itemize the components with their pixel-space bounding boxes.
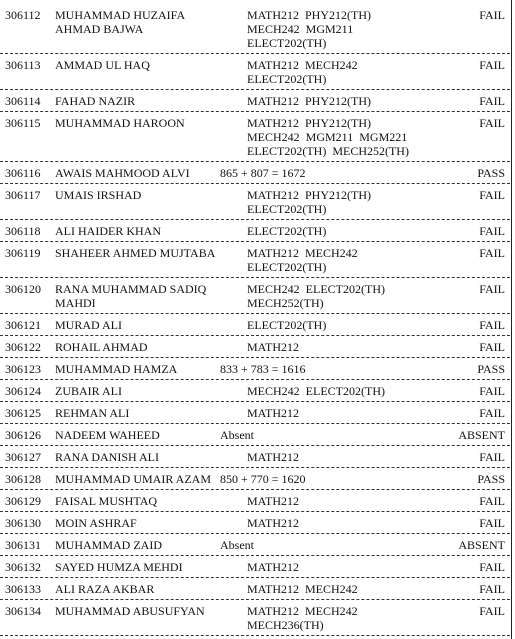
student-name [55,94,225,108]
roll-number: 306114 [5,94,41,108]
result-row [0,220,510,242]
failed-subjects-line: MATH212 PHY212(TH) [247,8,371,22]
student-name [55,450,225,464]
result-status: FAIL [479,58,505,72]
roll-number: 306112 [5,8,41,22]
student-name [55,8,225,36]
student-name-line: MUHAMMAD HAMZA [55,362,178,376]
marks-total: Absent [220,428,254,442]
student-name-line: RANA DANISH ALI [55,450,160,464]
student-name-line: AMMAD UL HAQ [55,58,150,72]
student-name-line: MUHAMMAD HUZAIFA [55,8,186,22]
student-name [55,472,225,486]
student-name [55,340,225,354]
student-name-line: UMAIS IRSHAD [55,188,142,202]
result-row [0,556,510,578]
result-row [0,336,510,358]
failed-subjects [247,116,447,158]
student-name [55,428,225,442]
failed-subjects [247,582,447,596]
result-status: FAIL [479,8,505,22]
failed-subjects-line: MECH242 MGM211 MGM221 [247,130,408,144]
roll-number: 306129 [5,494,41,508]
marks-total: 865 + 807 = 1672 [220,166,306,180]
roll-number: 306113 [5,58,41,72]
failed-subjects-line: MATH212 PHY212(TH) [247,94,371,108]
result-status: FAIL [479,582,505,596]
failed-subjects [247,188,447,216]
failed-subjects [247,450,447,464]
result-row [0,534,510,556]
student-name-line: MUHAMMAD UMAIR AZAM [55,472,212,486]
roll-number: 306121 [5,318,41,332]
student-name [55,406,225,420]
result-status: FAIL [479,406,505,420]
failed-subjects-line: MECH242 MGM211 [247,22,354,36]
failed-subjects-line: ELECT202(TH) [247,72,327,86]
student-name [55,224,225,238]
result-row [0,4,510,54]
failed-subjects [247,282,447,310]
student-name [55,494,225,508]
result-row [0,54,510,90]
result-status: FAIL [479,94,505,108]
student-name [55,560,225,574]
student-name [55,362,225,376]
result-status: ABSENT [458,428,505,442]
failed-subjects-line: ELECT202(TH) [247,36,327,50]
roll-number: 306123 [5,362,41,376]
student-name [55,166,225,180]
failed-subjects-line: MATH212 [247,560,300,574]
student-name [55,246,225,260]
result-status: FAIL [479,318,505,332]
result-status: FAIL [479,188,505,202]
result-status: FAIL [479,516,505,530]
roll-number: 306133 [5,582,41,596]
failed-subjects-line: MATH212 [247,494,300,508]
failed-subjects [247,494,447,508]
roll-number: 306124 [5,384,41,398]
result-row [0,402,510,424]
result-status: FAIL [479,560,505,574]
student-name [55,538,225,552]
failed-subjects-line: MATH212 [247,406,300,420]
result-row [0,90,510,112]
roll-number: 306132 [5,560,41,574]
failed-subjects-line: MATH212 [247,450,300,464]
failed-subjects [247,224,447,238]
failed-subjects-line: ELECT202(TH) [247,202,327,216]
marks-total: 850 + 770 = 1620 [220,472,306,486]
student-name-line: MUHAMMAD HAROON [55,116,185,130]
student-name-line: MUHAMMAD ZAID [55,538,162,552]
result-row [0,242,510,278]
student-name [55,384,225,398]
result-row [0,600,510,636]
failed-subjects [247,246,447,274]
result-row [0,578,510,600]
failed-subjects [247,516,447,530]
student-name-line: AHMAD BAJWA [55,22,144,36]
result-row [0,314,510,336]
failed-subjects-line: MECH252(TH) [247,296,324,310]
student-name-line: NADEEM WAHEED [55,428,160,442]
failed-subjects [247,318,447,332]
student-name [55,516,225,530]
marks-total: Absent [220,538,254,552]
student-name-line: FAHAD NAZIR [55,94,136,108]
failed-subjects-line: MATH212 [247,340,300,354]
failed-subjects-line: MECH242 ELECT202(TH) [247,384,385,398]
marks-total: 833 + 783 = 1616 [220,362,306,376]
result-status: FAIL [479,450,505,464]
failed-subjects [247,604,447,632]
failed-subjects [247,384,447,398]
result-status: FAIL [479,494,505,508]
roll-number: 306122 [5,340,41,354]
result-status: PASS [477,472,505,486]
roll-number: 306118 [5,224,41,238]
result-row [0,446,510,468]
student-name [55,282,225,310]
roll-number: 306116 [5,166,41,180]
failed-subjects [247,94,447,108]
student-name [55,604,225,618]
failed-subjects-line: MATH212 MECH242 [247,604,358,618]
roll-number: 306125 [5,406,41,420]
student-name-line: ROHAIL AHMAD [55,340,148,354]
result-row [0,358,510,380]
result-row [0,184,510,220]
roll-number: 306128 [5,472,41,486]
student-name-line: SHAHEER AHMED MUJTABA [55,246,216,260]
student-name-line: FAISAL MUSHTAQ [55,494,158,508]
student-name-line: MUHAMMAD ABUSUFYAN [55,604,205,618]
failed-subjects [247,560,447,574]
student-name [55,58,225,72]
failed-subjects [247,8,447,50]
roll-number: 306130 [5,516,41,530]
student-name-line: MAHDI [55,296,96,310]
student-name-line: RANA MUHAMMAD SADIQ [55,282,207,296]
result-status: FAIL [479,340,505,354]
failed-subjects-line: MATH212 MECH242 [247,246,358,260]
result-row [0,380,510,402]
failed-subjects-line: MATH212 [247,516,300,530]
roll-number: 306119 [5,246,41,260]
student-name [55,582,225,596]
roll-number: 306117 [5,188,41,202]
result-status: FAIL [479,384,505,398]
failed-subjects-line: MECH242 ELECT202(TH) [247,282,385,296]
failed-subjects-line: ELECT202(TH) [247,318,327,332]
roll-number: 306131 [5,538,41,552]
result-status: PASS [477,362,505,376]
result-row [0,278,510,314]
student-name [55,188,225,202]
student-name-line: SAYED HUMZA MEHDI [55,560,183,574]
student-name [55,318,225,332]
failed-subjects-line: MATH212 PHY212(TH) [247,188,371,202]
failed-subjects-line: ELECT202(TH) MECH252(TH) [247,144,409,158]
failed-subjects-line: MATH212 MECH242 [247,58,358,72]
result-row [0,490,510,512]
failed-subjects-line: ELECT202(TH) [247,260,327,274]
student-name-line: AWAIS MAHMOOD ALVI [55,166,190,180]
result-status: FAIL [479,116,505,130]
failed-subjects [247,58,447,86]
roll-number: 306134 [5,604,41,618]
failed-subjects-line: ELECT202(TH) [247,224,327,238]
result-status: PASS [477,166,505,180]
student-name-line: MOIN ASHRAF [55,516,137,530]
roll-number: 306120 [5,282,41,296]
result-status: FAIL [479,604,505,618]
roll-number: 306127 [5,450,41,464]
result-status: FAIL [479,282,505,296]
result-status: FAIL [479,224,505,238]
result-status: FAIL [479,246,505,260]
student-name-line: ALI RAZA AKBAR [55,582,155,596]
failed-subjects-line: MATH212 PHY212(TH) [247,116,371,130]
student-name-line: ZUBAIR ALI [55,384,122,398]
result-row [0,468,510,490]
result-row [0,424,510,446]
student-name-line: ALI HAIDER KHAN [55,224,161,238]
failed-subjects [247,340,447,354]
failed-subjects-line: MECH236(TH) [247,618,324,632]
result-row [0,162,510,184]
failed-subjects [247,406,447,420]
student-name-line: REHMAN ALI [55,406,130,420]
roll-number: 306115 [5,116,41,130]
roll-number: 306126 [5,428,41,442]
student-name-line: MURAD ALI [55,318,123,332]
failed-subjects-line: MATH212 MECH242 [247,582,358,596]
result-row [0,112,510,162]
result-status: ABSENT [458,538,505,552]
student-name [55,116,225,130]
result-row [0,512,510,534]
